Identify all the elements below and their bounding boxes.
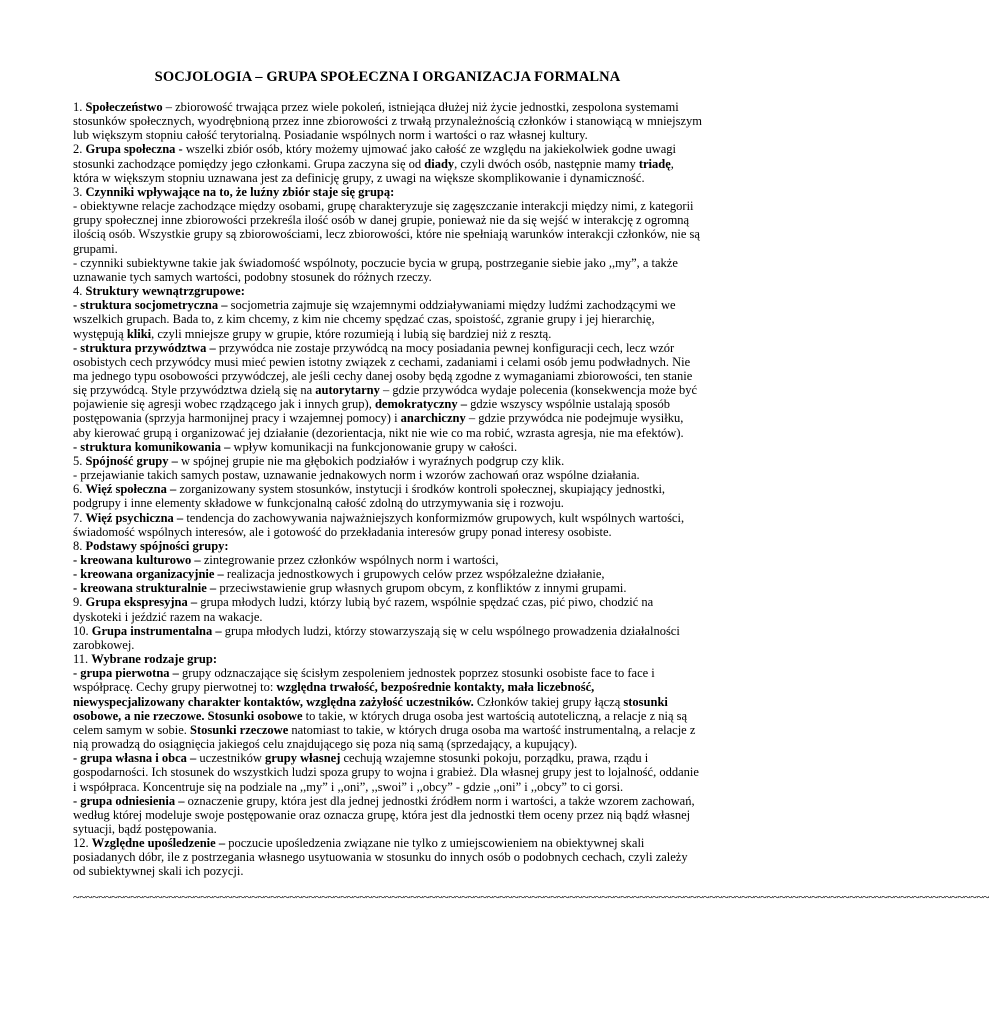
bold-term: Stosunki rzeczowe [190, 722, 289, 737]
text-run: to takie, w których druga osoba jest wartością autoteliczną, a relacje z nią są celem samym w sobie. [73, 708, 688, 737]
text-run: , która w większym stopniu uznawana jest za definicję grupy, z uwagi na większe skomplikowanie i dynamiczność. [73, 156, 674, 185]
bold-term: triadę [638, 156, 671, 171]
section-3-objective [73, 199, 702, 256]
bold-term: Spójność grupy – [85, 453, 178, 468]
text-run: tendencja do zachowywania najważniejszych konformizmów grupowych, kult wspólnych wartości, świadomość wspólnych interesów, ale i gotowość do przekładania interesów grupy ponad interesy osobiste. [73, 510, 685, 539]
bold-term: - grupa pierwotna – [73, 666, 179, 681]
bold-term: względna trwałość, bezpośrednie kontakty, mała liczebność, niewyspecjalizowany charakter kontaktów, względna zażyłość uczestników. [73, 680, 595, 709]
text-run: grupy odznaczające się ścisłym zespoleniem jednostek poprzez stosunki osobiste face to face i współpracę. Cechy grupy pierwotnej to: [73, 666, 655, 695]
text-run: grupa młodych ludzi, którzy stowarzyszają się w celu wspólnego prowadzenia działalności zarobkowej. [73, 623, 680, 652]
section-11-primary [73, 666, 702, 751]
text-run: 11. [73, 652, 92, 667]
text-run: 2. [73, 142, 86, 157]
text-run: socjometria zajmuje się wzajemnymi oddziaływaniami między ludźmi zachodzącymi we wszelkich grupach. Bada to, z kim chcemy, z kim nie chcemy spędzać czas, spoistość, zgranie grupy i jej hierarchię, występują [73, 298, 676, 341]
section-4-leadership [73, 341, 702, 440]
text-run: realizacja jednostkowych i grupowych celów przez współzależne działanie, [223, 567, 605, 582]
text-run: , czyli dwóch osób, następnie mamy [454, 156, 639, 171]
text-run: grupa młodych ludzi, którzy lubią być razem, wspólnie spędzać czas, pić piwo, chodzić na dyskoteki i jeździć razem na wakacje. [73, 595, 654, 624]
bold-term: - kreowana strukturalnie – [73, 581, 217, 596]
section-8 [73, 539, 702, 553]
section-6 [73, 482, 702, 510]
text-run: Członków takiej grupy łączą [473, 694, 624, 709]
text-run: 12. [73, 836, 92, 851]
section-10 [73, 624, 702, 652]
bold-term: Czynniki wpływające na to, że luźny zbiór staje się grupą: [85, 184, 395, 199]
bold-term: Społeczeństwo [85, 100, 163, 114]
section-7 [73, 511, 702, 539]
text-run: wpływ komunikacji na funkcjonowanie grupy w całości. [230, 439, 518, 454]
section-9 [73, 595, 702, 623]
section-1 [73, 100, 702, 142]
bold-term: kliki [126, 326, 152, 341]
bold-term: - grupa odniesienia – [73, 793, 185, 808]
text-run: 6. [73, 482, 86, 497]
section-4-sociometric [73, 298, 702, 340]
text-run: - przejawianie takich samych postaw, uznawanie jednakowych norm i wzorów zachowań oraz wspólne działania. [73, 468, 640, 483]
text-run: zintegrowanie przez członków wspólnych norm i wartości, [200, 553, 499, 567]
bold-term: Grupa ekspresyjna – [85, 595, 198, 610]
tilde-separator: ~~~~~~~~~~~~~~~~~~~~~~~~~~~~~~~~~~~~~~~~~~~~~~~~~~~~~~~~~~~~~~~~~~~~~~~~~~~~~~~~~~~~~~~~~~~~~~~~~~~~~~~~~~~~~~~~~~~~~~~~~~~~~~~~~~~~~~~~~~~~~~~~ [73, 889, 989, 904]
text-run: przywódca nie zostaje przywódcą na mocy posiadania pewnej konfiguracji cech, lecz wzór osobistych cech przywódcy musi mieć pewien istotny związek z cechami, zadaniami i celami osób jemu podwładnych. Nie ma jednego typu osobowości przywódczej, ale jeśli cechy danej osoby będą zgodne z wymaganiami zbiorowości, ten stanie się przywódcą. Style przywództwa dzielą się na [73, 340, 693, 398]
text-run: poczucie upośledzenia związane nie tylko z umiejscowieniem na obiektywnej skali posiadanych dóbr, ile z postrzegania własnego usytuowania w stosunku do innych osób o podobnych cechach, czyli zależy od subiektywnej skali ich pozycji. [73, 836, 688, 879]
text-run: oznaczenie grupy, która jest dla jednej jednostki źródłem norm i wartości, a także wzorem zachowań, według której modeluje swoje postępowanie oraz oznacza grupę, która jest dla jednostki tłem oceny przez nią bądź własnej sytuacji, bądź postępowania. [73, 793, 695, 836]
text-run: 5. [73, 453, 86, 468]
text-run: - czynniki subiektywne takie jak świadomość wspólnoty, poczucie bycia w grupą, postrzeganie siebie jako ,,my”, a także uznawanie tych samych wartości, podobny stosunek do różnych rzeczy. [73, 255, 678, 284]
section-8-culture [73, 553, 702, 567]
bold-term: Struktury wewnątrzgrupowe: [85, 284, 245, 299]
text-run: zorganizowany system stosunków, instytucji i środków kontroli społecznej, skupiający jednostki, podgrupy i inne elementy składowe w funkcjonalną całość zdolną do utrzymywania się i rozwoju. [73, 482, 666, 511]
text-run: 3. [73, 184, 86, 199]
bold-term: anarchiczny [400, 411, 466, 426]
text-run: 10. [73, 623, 92, 638]
document-body [73, 100, 702, 879]
bold-term: demokratyczny – [374, 397, 467, 412]
bold-term: Grupa instrumentalna – [91, 623, 222, 638]
bold-term: - struktura socjometryczna – [73, 298, 228, 313]
bold-term: diady [424, 156, 455, 171]
section-8-structure [73, 581, 702, 595]
section-4-communication [73, 440, 702, 454]
section-3-subjective [73, 256, 702, 284]
bold-term: - kreowana organizacyjnie – [73, 567, 224, 582]
bold-term: - struktura komunikowania – [73, 439, 231, 454]
bold-term: Podstawy spójności grupy: [85, 538, 229, 553]
bold-term: Więź społeczna – [85, 482, 177, 497]
text-run: – gdzie przywódca wydaje polecenia (konsekwencja może być pojawienie się agresji wobec rządzącego jak i innych grup), [73, 383, 698, 412]
bold-term: Grupa społeczna - [85, 142, 183, 157]
section-5 [73, 454, 702, 468]
text-run: cechują wzajemne stosunki pokoju, porządku, prawa, rządu i gospodarności. Ich stosunek do wszystkich ludzi spoza grupy to wojna i grabież. Dla własnej grupy jest to lojalność, oddanie i współpraca. Koncentruje się na podziale na ,,my” i ,,oni”, ,,swoi” i ,,obcy” - gdzie ,,oni” i ,,obcy” to ci gorsi. [73, 751, 699, 794]
bold-term: - struktura przywództwa – [73, 340, 216, 355]
text-run: 9. [73, 595, 86, 610]
bold-term: Więź psychiczna – [85, 510, 184, 525]
text-run: – zbiorowość trwająca przez wiele pokoleń, istniejąca dłużej niż życie jednostki, zespolona systemami stosunków społecznych, wyodrębnioną przez inne zbiorowości z trwałą przynależnością członków i stanowiącą w mniejszym lub większym stopniu całość terytorialną. Posiadanie wspólnych norm i wartości o raz własnej kultury. [73, 100, 702, 143]
text-run: w spójnej grupie nie ma głębokich podziałów i wyraźnych podgrup czy klik. [177, 453, 565, 468]
section-12 [73, 836, 702, 878]
section-4 [73, 284, 702, 298]
text-run: - obiektywne relacje zachodzące między osobami, grupę charakteryzuje się zagęszczanie interakcji między nimi, z kategorii grupy społecznej inne zbiorowości przekreśla ilość osób w danej grupie, ponieważ nie da się wejść w interakcję z ogromną ilością osób. Wszystkie grupy są zbiorowościami, lecz zbiorowości, które nie spełniają warunków interakcji członków, nie są grupami. [73, 199, 700, 256]
text-run: 1. [73, 100, 86, 114]
section-5-detail [73, 468, 702, 482]
section-11 [73, 652, 702, 666]
section-11-own-foreign [73, 751, 702, 793]
text-run: wszelki zbiór osób, który możemy ujmować jako całość ze względu na jakiekolwiek godne uwagi stosunki zachodzące pomiędzy jego członkami. Grupa zaczyna się od [73, 142, 676, 171]
section-3 [73, 185, 702, 199]
bold-term: - grupa własna i obca – [73, 751, 197, 766]
text-run: , czyli mniejsze grupy w grupie, które rozumieją i lubią się bardziej niż z resztą. [151, 326, 552, 341]
text-run: – gdzie przywódca nie podejmuje wysiłku, aby kierować grupą i organizować jej działanie (dezorientacja, nikt nie wie co ma robić, wzrasta agresja, nie ma efektów). [73, 411, 684, 440]
section-2 [73, 142, 702, 184]
text-run: gdzie wszyscy wspólnie ustalają sposób postępowania (sprzyja harmonijnej pracy i wzajemnej pomocy) i [73, 397, 671, 426]
page-title: SOCJOLOGIA – GRUPA SPOŁECZNA I ORGANIZACJA FORMALNA [154, 69, 621, 85]
section-8-organization [73, 567, 702, 581]
bold-term: - kreowana kulturowo – [73, 553, 201, 567]
section-11-reference [73, 794, 702, 836]
text-run: 7. [73, 510, 86, 525]
bold-term: grupy własnej [265, 751, 341, 766]
text-run: 4. [73, 284, 86, 299]
bold-term: stosunki osobowe, a nie rzeczowe. Stosunki osobowe [73, 694, 668, 723]
bold-term: autorytarny [315, 383, 380, 398]
bold-term: Wybrane rodzaje grup: [91, 652, 217, 667]
text-run: 8. [73, 538, 86, 553]
bold-term: Względne upośledzenie – [91, 836, 226, 851]
text-run: uczestników [196, 751, 266, 766]
text-run: przeciwstawienie grup własnych grupom obcym, z konfliktów z innymi grupami. [216, 581, 627, 596]
text-run: natomiast to takie, w których druga osoba ma wartość instrumentalną, a relacje z nią prowadzą do osiągnięcia jakiegoś celu znajdującego się poza nią samą (sprzedający, a kupujący). [73, 722, 696, 752]
